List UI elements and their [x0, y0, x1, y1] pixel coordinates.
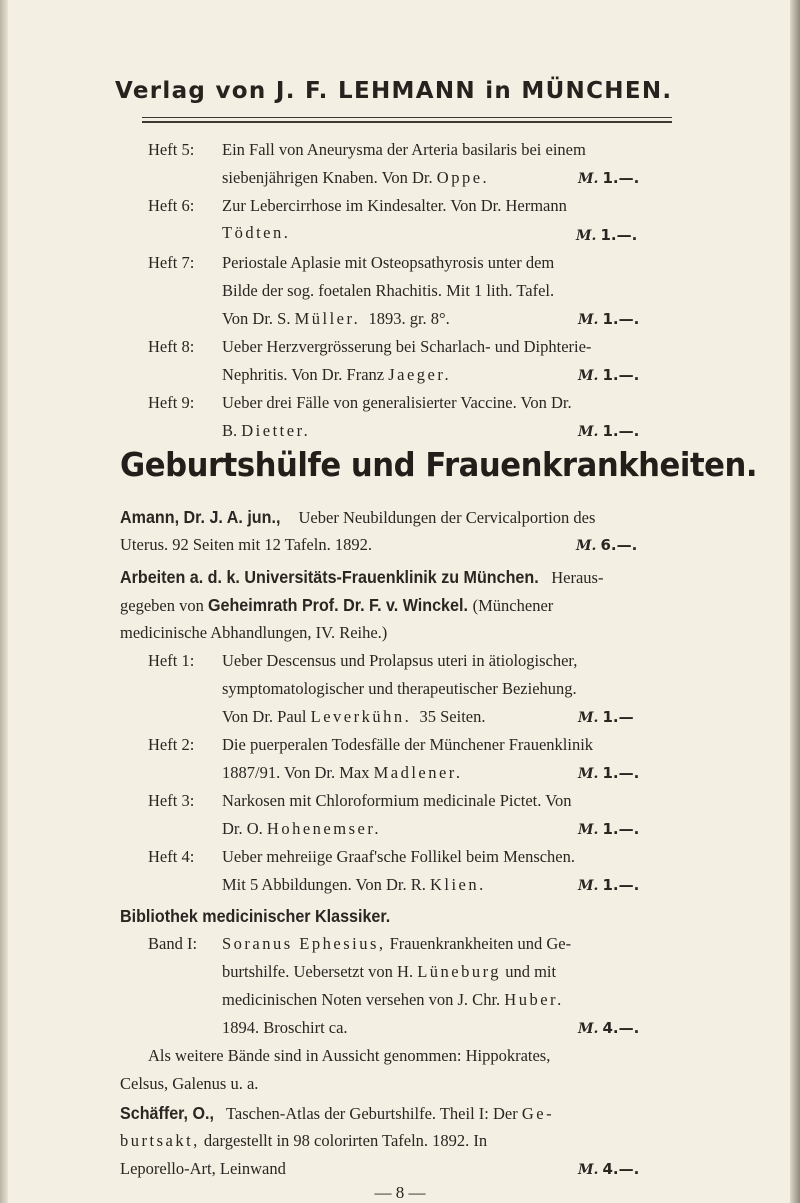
price: M. 1.—.	[576, 226, 638, 244]
price: M. 6.—.	[576, 536, 638, 554]
entry-arbeiten-line3: medicinische Abhandlungen, IV. Reihe.)	[120, 623, 388, 642]
editor-name: Geheimrath Prof. Dr. F. v. Winckel.	[207, 595, 468, 615]
price: M. 1.—.	[578, 876, 640, 894]
author-name: Klien.	[429, 875, 486, 894]
heft-label: Heft 4:	[148, 847, 195, 866]
author-name: Hohenemser.	[266, 819, 382, 838]
entry-amann-line2: Uterus. 92 Seiten mit 12 Tafeln. 1892.	[120, 535, 372, 554]
entry-bibliothek-title: Bibliothek medicinischer Klassiker.	[120, 906, 391, 926]
entry-schaeffer-line3: Leporello-Art, Leinwand	[120, 1159, 286, 1178]
price: M. 1.—.	[578, 422, 640, 440]
author-name: Amann, Dr. J. A. jun.,	[120, 507, 281, 527]
author-name: Oppe.	[436, 168, 490, 187]
entry-arbeiten-line2: gegeben von Geheimrath Prof. Dr. F. v. Winckel. (Münchener	[120, 595, 554, 615]
heft-text-line: Nephritis. Von Dr. Franz Jaeger.	[222, 365, 452, 384]
entry-arbeiten-title: Arbeiten a. d. k. Universitäts-Frauenklinik zu München. Heraus-	[120, 567, 604, 587]
price: M. 4.—.	[578, 1019, 640, 1037]
heft-label: Heft 2:	[148, 735, 195, 754]
heft-label: Heft 8:	[148, 337, 195, 356]
heft-text-line: symptomatologischer und therapeutischer Beziehung.	[222, 679, 577, 698]
author-name: Jaeger.	[388, 365, 452, 384]
author-name: Dietter.	[241, 421, 311, 440]
heft-text-line: Periostale Aplasie mit Osteopsathyrosis unter dem	[222, 253, 555, 272]
heft-text-line: Narkosen mit Chloroformium medicinale Pictet. Von	[222, 791, 572, 810]
author-name: Schäffer, O.,	[120, 1103, 214, 1123]
page-number: — 8 —	[374, 1183, 426, 1202]
heft-text-line: Zur Lebercirrhose im Kindesalter. Von Dr. Hermann	[222, 196, 567, 215]
band-text-line: Soranus Ephesius, Frauenkrankheiten und Ge-	[222, 934, 572, 953]
bibliothek-note: Celsus, Galenus u. a.	[120, 1074, 259, 1093]
heft-text-line: Die puerperalen Todesfälle der Münchener Frauenklinik	[222, 735, 594, 754]
heft-text-line: Mit 5 Abbildungen. Von Dr. R. Klien.	[222, 875, 486, 894]
entry-schaeffer-line2: burtsakt, dargestellt in 98 colorirten Tafeln. 1892. In	[120, 1131, 488, 1150]
heft-label: Heft 6:	[148, 196, 195, 215]
heft-text-line: 1887/91. Von Dr. Max Madlener.	[222, 763, 463, 782]
heft-text-line: Bilde der sog. foetalen Rhachitis. Mit 1 lith. Tafel.	[222, 281, 555, 300]
author-name: Soranus Ephesius,	[222, 934, 386, 953]
price: M. 1.—.	[578, 764, 640, 782]
price: M. 4.—.	[578, 1160, 640, 1178]
band-text-line: burtshilfe. Uebersetzt von H. Lüneburg und mit	[222, 962, 557, 981]
author-name: Tödten.	[222, 223, 291, 242]
heft-label: Heft 1:	[148, 651, 195, 670]
band-text-line: medicinischen Noten versehen von J. Chr. Huber.	[222, 990, 564, 1009]
price: M. 1.—.	[578, 310, 640, 328]
page-edge-right	[790, 0, 800, 1203]
header-rule-thin	[142, 117, 672, 118]
heft-text-line: Ein Fall von Aneurysma der Arteria basilaris bei einem	[222, 140, 586, 159]
price: M. 1.—	[578, 708, 634, 726]
heft-label: Heft 3:	[148, 791, 195, 810]
heft-text-line: Von Dr. S. Müller. 1893. gr. 8°.	[222, 309, 450, 328]
author-name: Müller.	[294, 309, 361, 328]
price: M. 1.—.	[578, 820, 640, 838]
author-name: Leverkühn.	[310, 707, 412, 726]
author-name: Madlener.	[373, 763, 463, 782]
band-text-line: 1894. Broschirt ca.	[222, 1018, 348, 1037]
heft-text-line: Von Dr. Paul Leverkühn. 35 Seiten.	[222, 707, 486, 726]
heft-label: Heft 5:	[148, 140, 195, 159]
entry-schaeffer-line1: Schäffer, O., Taschen-Atlas der Geburtshilfe. Theil I: Der Ge-	[120, 1103, 555, 1123]
price: M. 1.—.	[578, 366, 640, 384]
entry-amann-line1: Amann, Dr. J. A. jun., Ueber Neubildungen der Cervicalportion des	[120, 507, 596, 527]
publisher-header: Verlag von J. F. LEHMANN in MÜNCHEN.	[115, 78, 673, 104]
heft-text-line: Dr. O. Hohenemser.	[222, 819, 382, 838]
page-edge-left	[0, 0, 8, 1203]
heft-text-line: Ueber Herzvergrösserung bei Scharlach- und Diphterie-	[222, 337, 592, 356]
heft-label: Heft 7:	[148, 253, 195, 272]
bibliothek-note: Als weitere Bände sind in Aussicht genommen: Hippokrates,	[148, 1046, 551, 1065]
section-title: Geburtshülfe und Frauenkrankheiten.	[120, 445, 758, 484]
heft-text-line: Ueber Descensus und Prolapsus uteri in ätiologischer,	[222, 651, 578, 670]
price: M. 1.—.	[578, 169, 640, 187]
heft-text-line: Ueber drei Fälle von generalisierter Vaccine. Von Dr.	[222, 393, 572, 412]
heft-text-line: siebenjährigen Knaben. Von Dr. Oppe.	[222, 168, 490, 187]
heft-text-line: Ueber mehreiige Graaf'sche Follikel beim Menschen.	[222, 847, 576, 866]
heft-label: Heft 9:	[148, 393, 195, 412]
heft-text-line: B. Dietter.	[222, 421, 311, 440]
band-label: Band I:	[148, 934, 198, 953]
header-rule-thick	[142, 121, 672, 123]
